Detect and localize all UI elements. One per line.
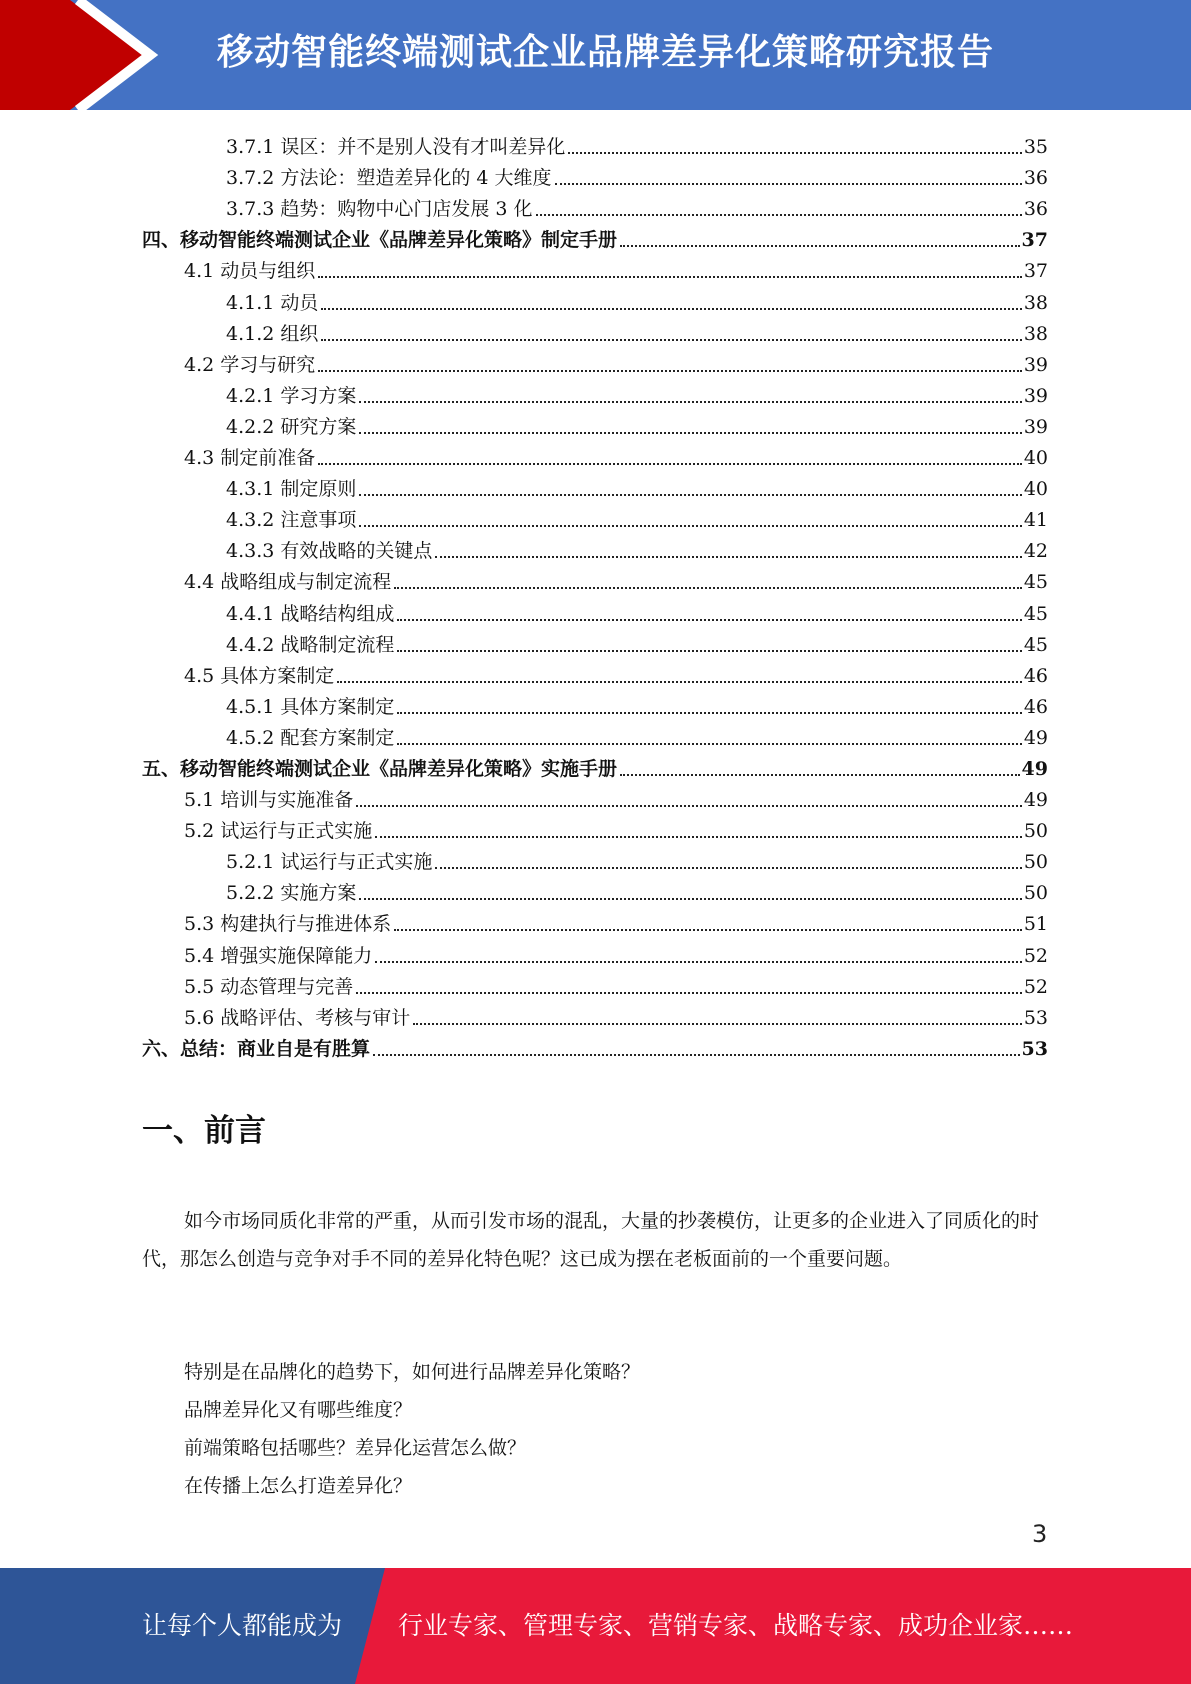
toc-entry-page: 42 bbox=[1023, 540, 1048, 563]
toc-entry-page: 39 bbox=[1023, 384, 1048, 407]
toc-dot-leader bbox=[394, 587, 1022, 589]
toc-dot-leader bbox=[321, 308, 1021, 310]
toc-entry-title: 5.2 试运行与正式实施 bbox=[184, 820, 373, 843]
question-line: 品牌差异化又有哪些维度？ bbox=[184, 1399, 413, 1421]
toc-entry-page: 45 bbox=[1023, 602, 1048, 625]
toc-dot-leader bbox=[359, 898, 1021, 900]
toc-entry-title: 3.7.2 方法论：塑造差异化的 4 大维度 bbox=[226, 167, 552, 190]
toc-entry-title: 3.7.3 趋势：购物中心门店发展 3 化 bbox=[226, 198, 533, 221]
toc-entry[interactable] bbox=[142, 128, 1048, 159]
toc-entry[interactable] bbox=[142, 688, 1048, 719]
toc-entry-title: 5.5 动态管理与完善 bbox=[184, 975, 354, 998]
toc-entry-title: 4.4 战略组成与制定流程 bbox=[184, 571, 392, 594]
toc-entry-title: 4.3.1 制定原则 bbox=[226, 478, 357, 501]
toc-entry-title: 六、总结：商业自是有胜算 bbox=[142, 1037, 371, 1060]
toc-dot-leader bbox=[359, 525, 1021, 527]
toc-dot-leader bbox=[435, 556, 1021, 558]
toc-entry-page: 35 bbox=[1023, 136, 1048, 159]
toc-entry-page: 38 bbox=[1023, 322, 1048, 345]
toc-entry-page: 46 bbox=[1023, 695, 1048, 718]
toc-entry-title: 4.4.1 战略结构组成 bbox=[226, 602, 395, 625]
header-title: 移动智能终端测试企业品牌差异化策略研究报告 bbox=[216, 32, 994, 73]
toc-entry[interactable] bbox=[142, 315, 1048, 346]
toc-entry-page: 50 bbox=[1023, 851, 1048, 874]
toc-entry-page: 40 bbox=[1023, 447, 1048, 470]
toc-dot-leader bbox=[375, 836, 1022, 838]
page-number: 3 bbox=[1032, 1520, 1048, 1548]
toc-entry-title: 4.1.2 组织 bbox=[226, 322, 319, 345]
toc-entry[interactable] bbox=[142, 1030, 1048, 1061]
toc-entry-title: 4.1.1 动员 bbox=[226, 291, 319, 314]
intro-paragraph: 如今市场同质化非常的严重，从而引发市场的混乱，大量的抄袭模仿，让更多的企业进入了同质化的时代，那怎么创造与竞争对手不同的差异化特色呢？这已成为摆在老板面前的一个重要问题。 bbox=[142, 1210, 1040, 1270]
toc-dot-leader bbox=[397, 743, 1021, 745]
toc-entry-title: 4.2.2 研究方案 bbox=[226, 415, 357, 438]
toc-entry-page: 45 bbox=[1023, 633, 1048, 656]
toc-entry-title: 4.3 制定前准备 bbox=[184, 447, 316, 470]
toc-entry-title: 4.1 动员与组织 bbox=[184, 260, 316, 283]
toc-entry-title: 5.3 构建执行与推进体系 bbox=[184, 913, 392, 936]
toc-entry[interactable] bbox=[142, 999, 1048, 1030]
toc-dot-leader bbox=[318, 276, 1022, 278]
toc-dot-leader bbox=[413, 1023, 1022, 1025]
toc-entry-title: 5.2.1 试运行与正式实施 bbox=[226, 851, 433, 874]
toc-entry-title: 3.7.1 误区：并不是别人没有才叫差异化 bbox=[226, 136, 566, 159]
toc-entry[interactable] bbox=[142, 408, 1048, 439]
toc-entry[interactable] bbox=[142, 470, 1048, 501]
footer-slogan-right: 行业专家、管理专家、营销专家、战略专家、成功企业家…… bbox=[398, 1611, 1074, 1640]
question-line: 前端策略包括哪些？差异化运营怎么做？ bbox=[184, 1437, 527, 1459]
toc-entry[interactable] bbox=[142, 626, 1048, 657]
toc-entry-title: 5.1 培训与实施准备 bbox=[184, 789, 354, 812]
toc-entry-page: 37 bbox=[1021, 229, 1048, 252]
question-line: 特别是在品牌化的趋势下，如何进行品牌差异化策略？ bbox=[184, 1361, 641, 1383]
toc-dot-leader bbox=[373, 1054, 1020, 1056]
toc-entry-title: 5.2.2 实施方案 bbox=[226, 882, 357, 905]
toc-entry-page: 45 bbox=[1023, 571, 1048, 594]
toc-entry-title: 4.4.2 战略制定流程 bbox=[226, 633, 395, 656]
toc-dot-leader bbox=[359, 494, 1021, 496]
footer-slogan-left: 让每个人都能成为 bbox=[142, 1611, 343, 1640]
toc-entry-title: 4.5.2 配套方案制定 bbox=[226, 726, 395, 749]
toc-entry[interactable] bbox=[142, 283, 1048, 314]
section-title: 一、前言 bbox=[142, 1113, 266, 1149]
toc-entry-page: 46 bbox=[1023, 664, 1048, 687]
toc-dot-leader bbox=[318, 463, 1022, 465]
toc-entry[interactable] bbox=[142, 874, 1048, 905]
toc-entry-title: 5.4 增强实施保障能力 bbox=[184, 944, 373, 967]
toc-entry-title: 4.3.2 注意事项 bbox=[226, 509, 357, 532]
question-line: 在传播上怎么打造差异化？ bbox=[184, 1475, 413, 1497]
toc-dot-leader bbox=[356, 805, 1022, 807]
toc-dot-leader bbox=[568, 152, 1021, 154]
toc-entry[interactable] bbox=[142, 657, 1048, 688]
toc-entry-title: 4.2 学习与研究 bbox=[184, 353, 316, 376]
toc-entry[interactable] bbox=[142, 377, 1048, 408]
toc-dot-leader bbox=[359, 401, 1021, 403]
toc-dot-leader bbox=[375, 961, 1022, 963]
toc-dot-leader bbox=[356, 992, 1022, 994]
toc-entry-page: 49 bbox=[1021, 757, 1048, 780]
page-footer bbox=[0, 1568, 1191, 1684]
toc-entry[interactable] bbox=[142, 439, 1048, 470]
toc-entry-title: 5.6 战略评估、考核与审计 bbox=[184, 1006, 411, 1029]
toc-entry-title: 五、移动智能终端测试企业《品牌差异化策略》实施手册 bbox=[142, 757, 618, 780]
toc-dot-leader bbox=[536, 214, 1022, 216]
toc-entry-page: 53 bbox=[1021, 1037, 1048, 1060]
toc-entry-title: 4.5 具体方案制定 bbox=[184, 664, 335, 687]
toc-dot-leader bbox=[321, 339, 1021, 341]
toc-entry-title: 4.5.1 具体方案制定 bbox=[226, 695, 395, 718]
toc-entry-page: 49 bbox=[1023, 726, 1048, 749]
toc-entry-page: 39 bbox=[1023, 415, 1048, 438]
toc-entry[interactable] bbox=[142, 781, 1048, 812]
toc-entry[interactable] bbox=[142, 843, 1048, 874]
toc-dot-leader bbox=[555, 183, 1022, 185]
toc-entry[interactable] bbox=[142, 346, 1048, 377]
toc-entry-page: 36 bbox=[1023, 198, 1048, 221]
toc-entry-page: 40 bbox=[1023, 478, 1048, 501]
toc-entry-title: 4.3.3 有效战略的关键点 bbox=[226, 540, 433, 563]
toc-entry-page: 39 bbox=[1023, 353, 1048, 376]
toc-dot-leader bbox=[397, 619, 1021, 621]
toc-entry-page: 38 bbox=[1023, 291, 1048, 314]
toc-entry-page: 49 bbox=[1023, 789, 1048, 812]
toc-dot-leader bbox=[318, 370, 1022, 372]
toc-dot-leader bbox=[435, 867, 1021, 869]
toc-entry[interactable] bbox=[142, 905, 1048, 936]
toc-dot-leader bbox=[337, 681, 1022, 683]
toc-entry[interactable] bbox=[142, 532, 1048, 563]
toc-dot-leader bbox=[359, 432, 1021, 434]
toc-entry[interactable] bbox=[142, 190, 1048, 221]
toc-entry-title: 4.2.1 学习方案 bbox=[226, 384, 357, 407]
toc-entry-page: 36 bbox=[1023, 167, 1048, 190]
toc-entry[interactable] bbox=[142, 563, 1048, 594]
page-header bbox=[0, 0, 1191, 110]
toc-entry[interactable] bbox=[142, 594, 1048, 625]
toc-entry-page: 50 bbox=[1023, 820, 1048, 843]
toc-entry-page: 51 bbox=[1023, 913, 1048, 936]
toc-entry-page: 53 bbox=[1023, 1006, 1048, 1029]
toc-entry[interactable] bbox=[142, 159, 1048, 190]
toc-entry-page: 37 bbox=[1023, 260, 1048, 283]
toc-dot-leader bbox=[397, 712, 1021, 714]
toc-entry-page: 50 bbox=[1023, 882, 1048, 905]
table-of-contents bbox=[142, 128, 1048, 1061]
toc-dot-leader bbox=[397, 650, 1021, 652]
toc-entry[interactable] bbox=[142, 968, 1048, 999]
toc-entry-page: 41 bbox=[1023, 509, 1048, 532]
toc-dot-leader bbox=[394, 929, 1022, 931]
toc-dot-leader bbox=[620, 774, 1020, 776]
toc-entry[interactable] bbox=[142, 719, 1048, 750]
toc-entry[interactable] bbox=[142, 501, 1048, 532]
toc-entry[interactable] bbox=[142, 750, 1048, 781]
toc-entry-page: 52 bbox=[1023, 944, 1048, 967]
toc-dot-leader bbox=[620, 245, 1020, 247]
toc-entry[interactable] bbox=[142, 221, 1048, 252]
toc-entry[interactable] bbox=[142, 812, 1048, 843]
toc-entry[interactable] bbox=[142, 936, 1048, 967]
toc-entry-page: 52 bbox=[1023, 975, 1048, 998]
toc-entry-title: 四、移动智能终端测试企业《品牌差异化策略》制定手册 bbox=[142, 229, 618, 252]
toc-entry[interactable] bbox=[142, 252, 1048, 283]
